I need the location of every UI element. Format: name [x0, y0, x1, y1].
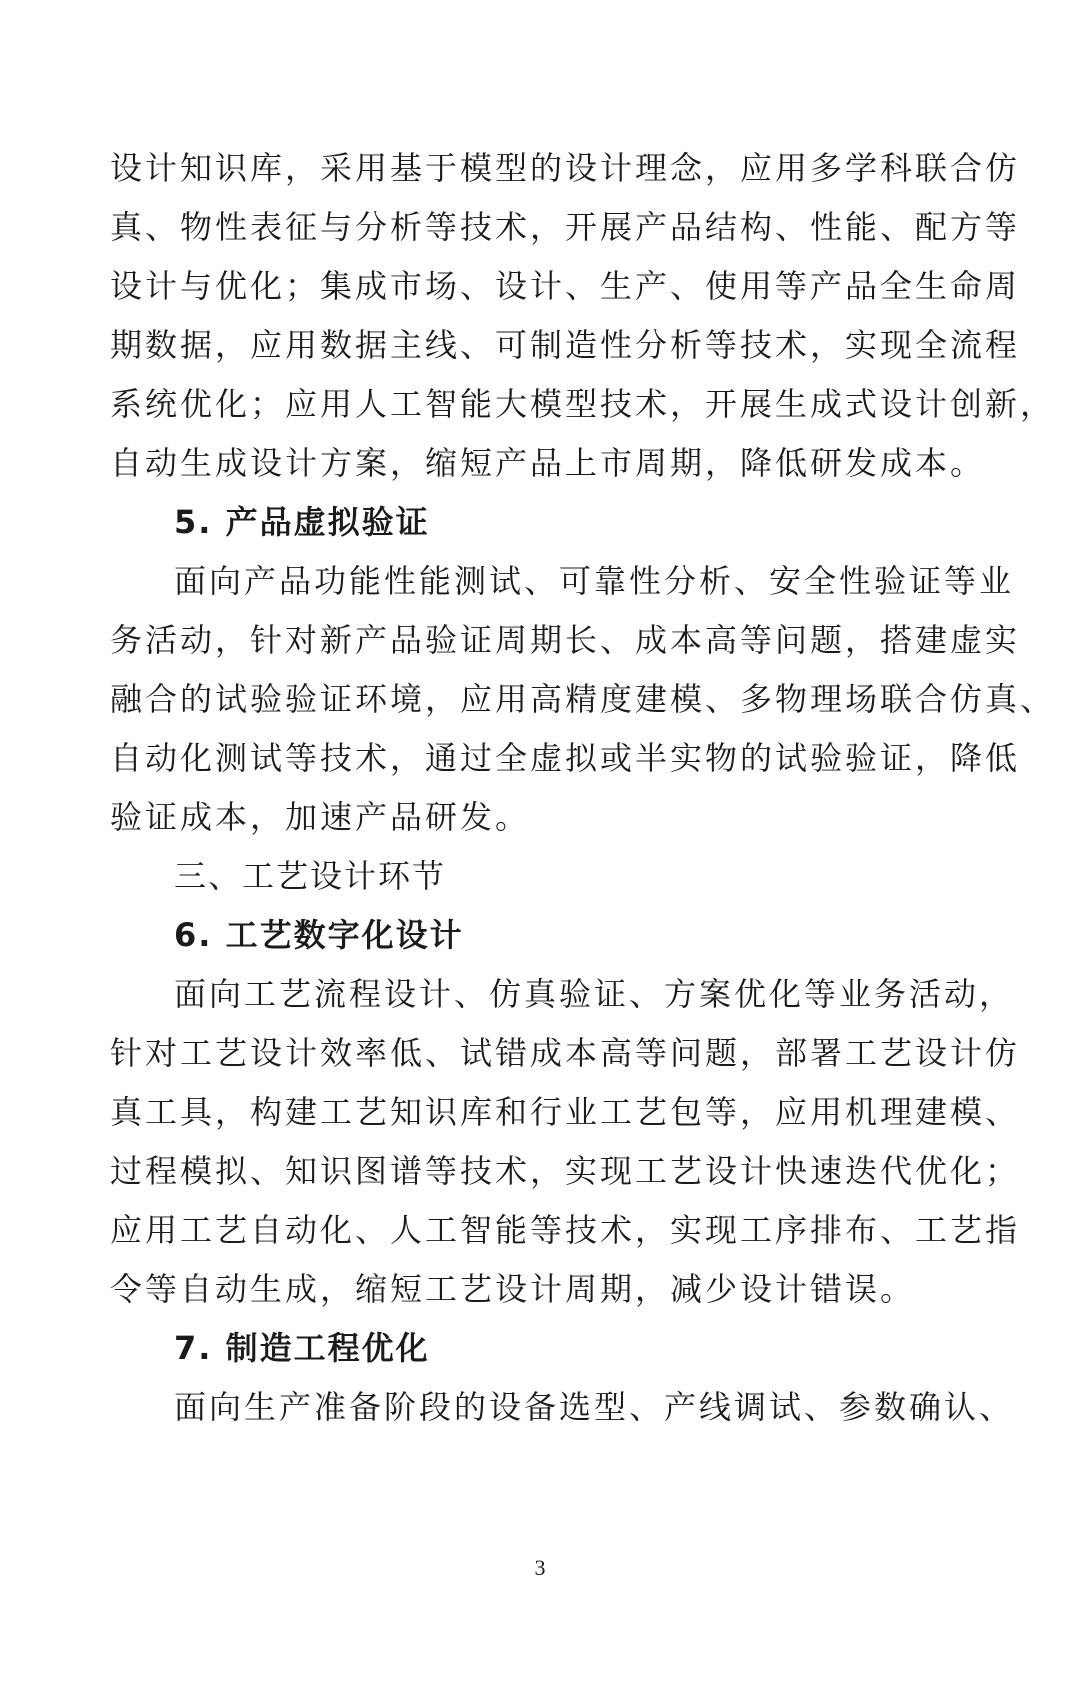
body-text-line: 真、物性表征与分析等技术，开展产品结构、性能、配方等 — [110, 208, 1021, 246]
body-text-line: 令等自动生成，缩短工艺设计周期，减少设计错误。 — [110, 1270, 916, 1308]
subsection-heading: 6. 工艺数字化设计 — [174, 916, 464, 954]
body-text-line: 针对工艺设计效率低、试错成本高等问题，部署工艺设计仿 — [110, 1034, 1021, 1072]
body-text-line: 应用工艺自动化、人工智能等技术，实现工序排布、工艺指 — [110, 1211, 1021, 1249]
body-text-line: 融合的试验验证环境，应用高精度建模、多物理场联合仿真、 — [110, 680, 1056, 718]
page-number: 3 — [534, 1555, 546, 1580]
section-heading: 三、工艺设计环节 — [174, 857, 447, 895]
body-text-line: 设计知识库，采用基于模型的设计理念，应用多学科联合仿 — [110, 149, 1021, 187]
body-text-line: 自动生成设计方案，缩短产品上市周期，降低研发成本。 — [110, 444, 986, 482]
body-text-line: 务活动，针对新产品验证周期长、成本高等问题，搭建虚实 — [110, 621, 1021, 659]
body-text-line: 面向工艺流程设计、仿真验证、方案优化等业务活动， — [174, 975, 1015, 1013]
body-text-line: 设计与优化；集成市场、设计、生产、使用等产品全生命周 — [110, 267, 1021, 305]
body-text-line: 面向生产准备阶段的设备选型、产线调试、参数确认、 — [174, 1388, 1015, 1426]
body-text-line: 真工具，构建工艺知识库和行业工艺包等，应用机理建模、 — [110, 1093, 1021, 1131]
body-text-line: 自动化测试等技术，通过全虚拟或半实物的试验验证，降低 — [110, 739, 1021, 777]
subsection-heading: 5. 产品虚拟验证 — [174, 503, 430, 541]
body-text-line: 过程模拟、知识图谱等技术，实现工艺设计快速迭代优化； — [110, 1152, 1021, 1190]
body-text-line: 系统优化；应用人工智能大模型技术，开展生成式设计创新， — [110, 385, 1056, 423]
body-text-line: 验证成本，加速产品研发。 — [110, 798, 531, 836]
subsection-heading: 7. 制造工程优化 — [174, 1329, 430, 1367]
body-text-line: 期数据，应用数据主线、可制造性分析等技术，实现全流程 — [110, 326, 1021, 364]
body-text-line: 面向产品功能性能测试、可靠性分析、安全性验证等业 — [174, 562, 1015, 600]
